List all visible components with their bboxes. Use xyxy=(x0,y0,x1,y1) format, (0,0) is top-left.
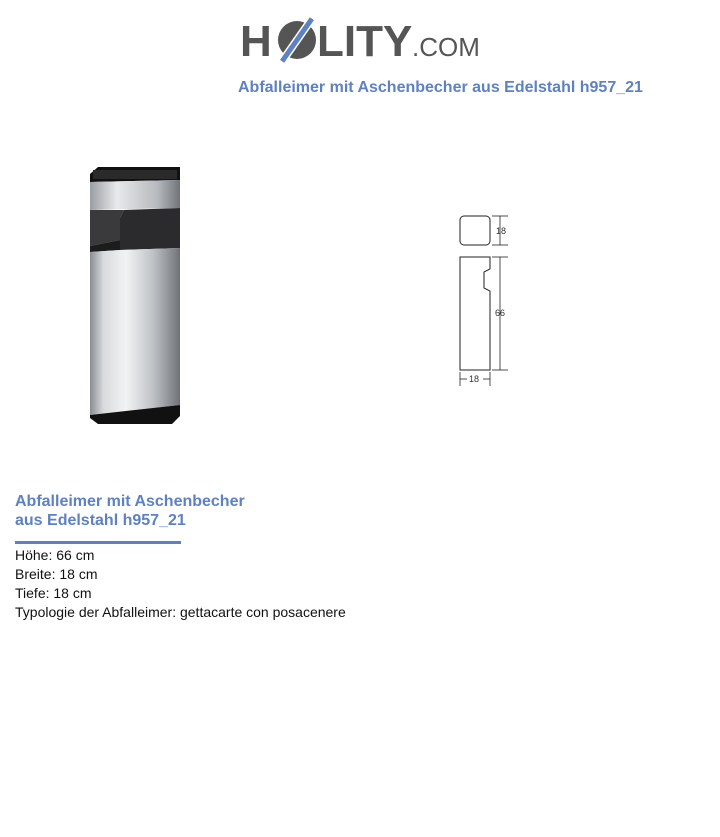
title-divider xyxy=(15,541,181,544)
o-cross-logo-icon xyxy=(278,17,316,62)
product-title xyxy=(15,492,275,530)
logo-letter-h: H xyxy=(240,17,272,66)
drawing-top-dimension: 18 xyxy=(496,226,507,236)
product-specs xyxy=(15,546,346,622)
spec-height: Höhe: 66 cm xyxy=(15,547,95,563)
drawing-height-dimension: 66 xyxy=(495,308,506,318)
drawing-width-dimension: 18 xyxy=(469,374,480,384)
spec-width: Breite: 18 cm xyxy=(15,566,98,582)
logo-letters-lity: LITY xyxy=(317,17,413,66)
spec-typology: Typologie der Abfalleimer: gettacarte con posacenere xyxy=(15,604,346,620)
spec-depth: Tiefe: 18 cm xyxy=(15,585,92,601)
product-title-line-1: Abfalleimer mit Aschenbecher xyxy=(15,493,245,510)
logo-domain: .COM xyxy=(412,32,480,62)
holity-logo[interactable] xyxy=(240,10,485,70)
technical-drawing xyxy=(450,208,520,393)
page-title: Abfalleimer mit Aschenbecher aus Edelstahl h957_21 xyxy=(238,79,643,96)
product-title-line-2: aus Edelstahl h957_21 xyxy=(15,512,186,529)
product-image xyxy=(80,160,190,430)
